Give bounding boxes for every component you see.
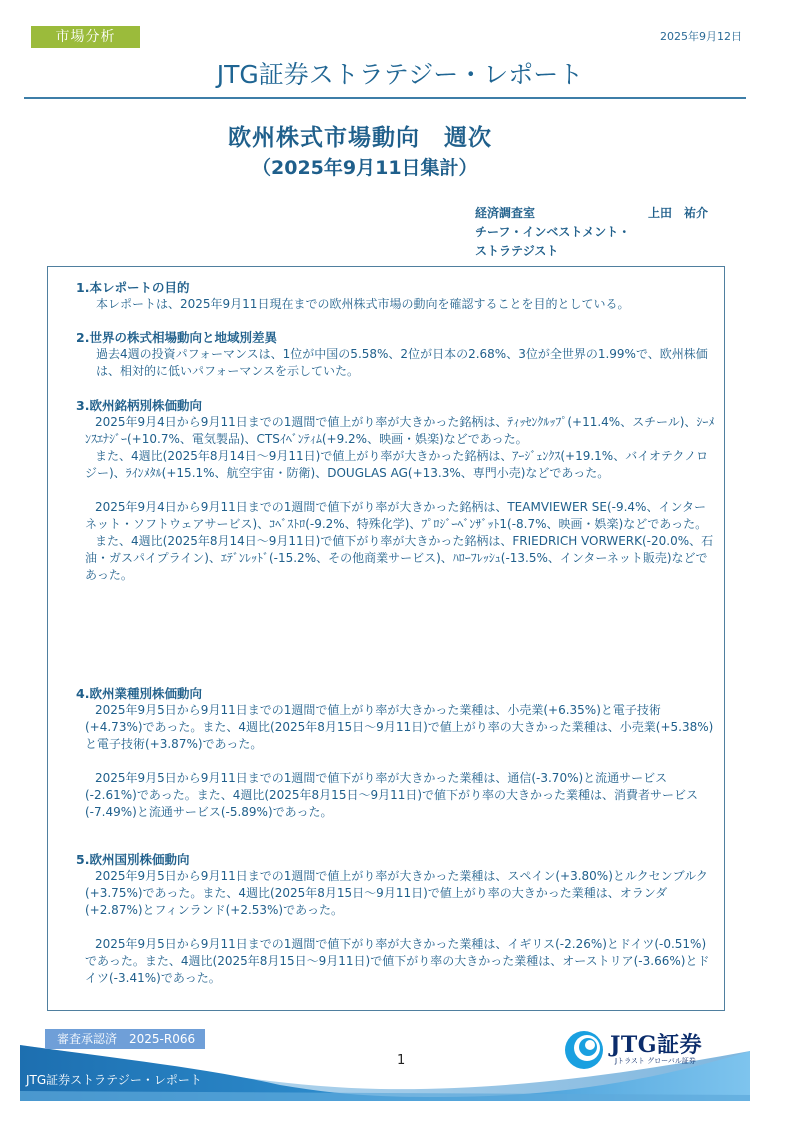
- content-box: [47, 266, 725, 1011]
- header-divider: [24, 97, 746, 99]
- section-paragraph: 2025年9月5日から9月11日までの1週間で値下がり率が大きかった業種は、イギリス(-2.26%)とドイツ(-0.51%)であった。また、4週比(2025年8月15日～9月11日)で値下がり率の大きかった業種は、オーストリア(-3.66%)とドイツ(-3.41%)であった。: [85, 937, 710, 985]
- section-heading: 2.世界の株式相場動向と地域別差異: [76, 330, 277, 345]
- logo-wordmark: JTG証券: [610, 1032, 703, 1058]
- category-tag: 市場分析: [31, 26, 140, 48]
- section-paragraph: 過去4週の投資パフォーマンスは、1位が中国の5.58%、2位が日本の2.68%、3位が全世界の1.99%で、欧州株価は、相対的に低いパフォーマンスを示していた。: [96, 347, 708, 378]
- page-title: 欧州株式市場動向 週次: [228, 125, 492, 151]
- section-paragraph: 本レポートは、2025年9月11日現在までの欧州株式市場の動向を確認することを目的としている。: [96, 297, 630, 311]
- section-paragraph: 2025年9月4日から9月11日までの1週間で値下がり率が大きかった銘柄は、TEAMVIEWER SE(-9.4%、インターネット・ソフトウェアサービス)、ｺﾍﾞｽﾄﾛ(-9.2%、特殊化学)、ﾌﾟﾛｼﾞｰﾍﾞﾝｻﾞｯﾄ1(-8.7%、映画・娯楽)などであった。: [85, 500, 708, 531]
- section-paragraph: 2025年9月5日から9月11日までの1週間で値上がり率が大きかった業種は、小売業(+6.35%)と電子技術(+4.73%)であった。また、4週比(2025年8月15日～9月11日)で値上がり率の大きかった業種は、小売業(+5.38%)と電子技術(+3.87%)であった。: [85, 703, 714, 751]
- logo-swirl-icon: [560, 1028, 604, 1072]
- section-heading: 5.欧州国別株価動向: [76, 852, 190, 867]
- author-role-line2: ストラテジスト: [475, 244, 559, 258]
- section-countries: [76, 851, 716, 987]
- approval-badge: 審査承認済 2025-R066: [45, 1029, 205, 1049]
- section-purpose: [76, 279, 716, 313]
- report-date: 2025年9月12日: [660, 30, 742, 43]
- report-series-title: JTG証券ストラテジー・レポート: [216, 60, 584, 89]
- section-paragraph: 2025年9月4日から9月11日までの1週間で値上がり率が大きかった銘柄は、ﾃｨｯｾﾝｸﾙｯﾌﾟ(+11.4%、スチール)、ｼｰﾒﾝｽｴﾅｼﾞｰ(+10.7%、電気製品)、CTSｲﾍﾞﾝﾃｨﾑ(+9.2%、映画・娯楽)などであった。: [85, 415, 715, 446]
- section-heading: 1.本レポートの目的: [76, 280, 190, 295]
- author-block: [475, 204, 709, 261]
- section-heading: 4.欧州業種別株価動向: [76, 686, 202, 701]
- page-subtitle: （2025年9月11日集計）: [252, 157, 478, 179]
- footer-report-series: JTG証券ストラテジー・レポート: [26, 1073, 202, 1087]
- page-number: 1: [397, 1053, 406, 1068]
- company-logo: [560, 1028, 740, 1073]
- section-paragraph: また、4週比(2025年8月14日～9月11日)で値上がり率が大きかった銘柄は、ｱｰｼﾞｪﾝｸｽ(+19.1%、バイオテクノロジー)、ﾗｲﾝﾒﾀﾙ(+15.1%、航空宇宙・防衛)、DOUGLAS AG(+13.3%、専門小売)などであった。: [85, 449, 709, 480]
- author-department: 経済調査室: [475, 206, 536, 220]
- section-paragraph: 2025年9月5日から9月11日までの1週間で値上がり率が大きかった業種は、スペイン(+3.80%)とルクセンブルク(+3.75%)であった。また、4週比(2025年8月15日～9月11日)で値上がり率の大きかった業種は、オランダ(+2.87%)とフィンランド(+2.53%)であった。: [85, 869, 708, 917]
- section-heading: 3.欧州銘柄別株価動向: [76, 398, 202, 413]
- author-name: 上田 祐介: [648, 206, 709, 220]
- section-sectors: [76, 685, 716, 821]
- logo-subtitle: Jトラスト グローバル証券: [615, 1057, 696, 1065]
- section-global-markets: [76, 329, 716, 380]
- section-paragraph: また、4週比(2025年8月14日～9月11日)で値下がり率が大きかった銘柄は、FRIEDRICH VORWERK(-20.0%、石油・ガスパイプライン)、ｴﾃﾞﾝﾚｯﾄﾞ(-15.2%、その他商業サービス)、ﾊﾛｰﾌﾚｯｼｭ(-13.5%、インターネット販売)などであった。: [85, 534, 714, 582]
- section-paragraph: 2025年9月5日から9月11日までの1週間で値下がり率が大きかった業種は、通信(-3.70%)と流通サービス(-2.61%)であった。また、4週比(2025年8月15日～9月11日)で値下がり率の大きかった業種は、消費者サービス(-7.49%)と流通サービス(-5.89%)であった。: [85, 771, 699, 819]
- author-role-line1: チーフ・インベストメント・: [475, 225, 631, 239]
- section-stocks: [76, 397, 716, 584]
